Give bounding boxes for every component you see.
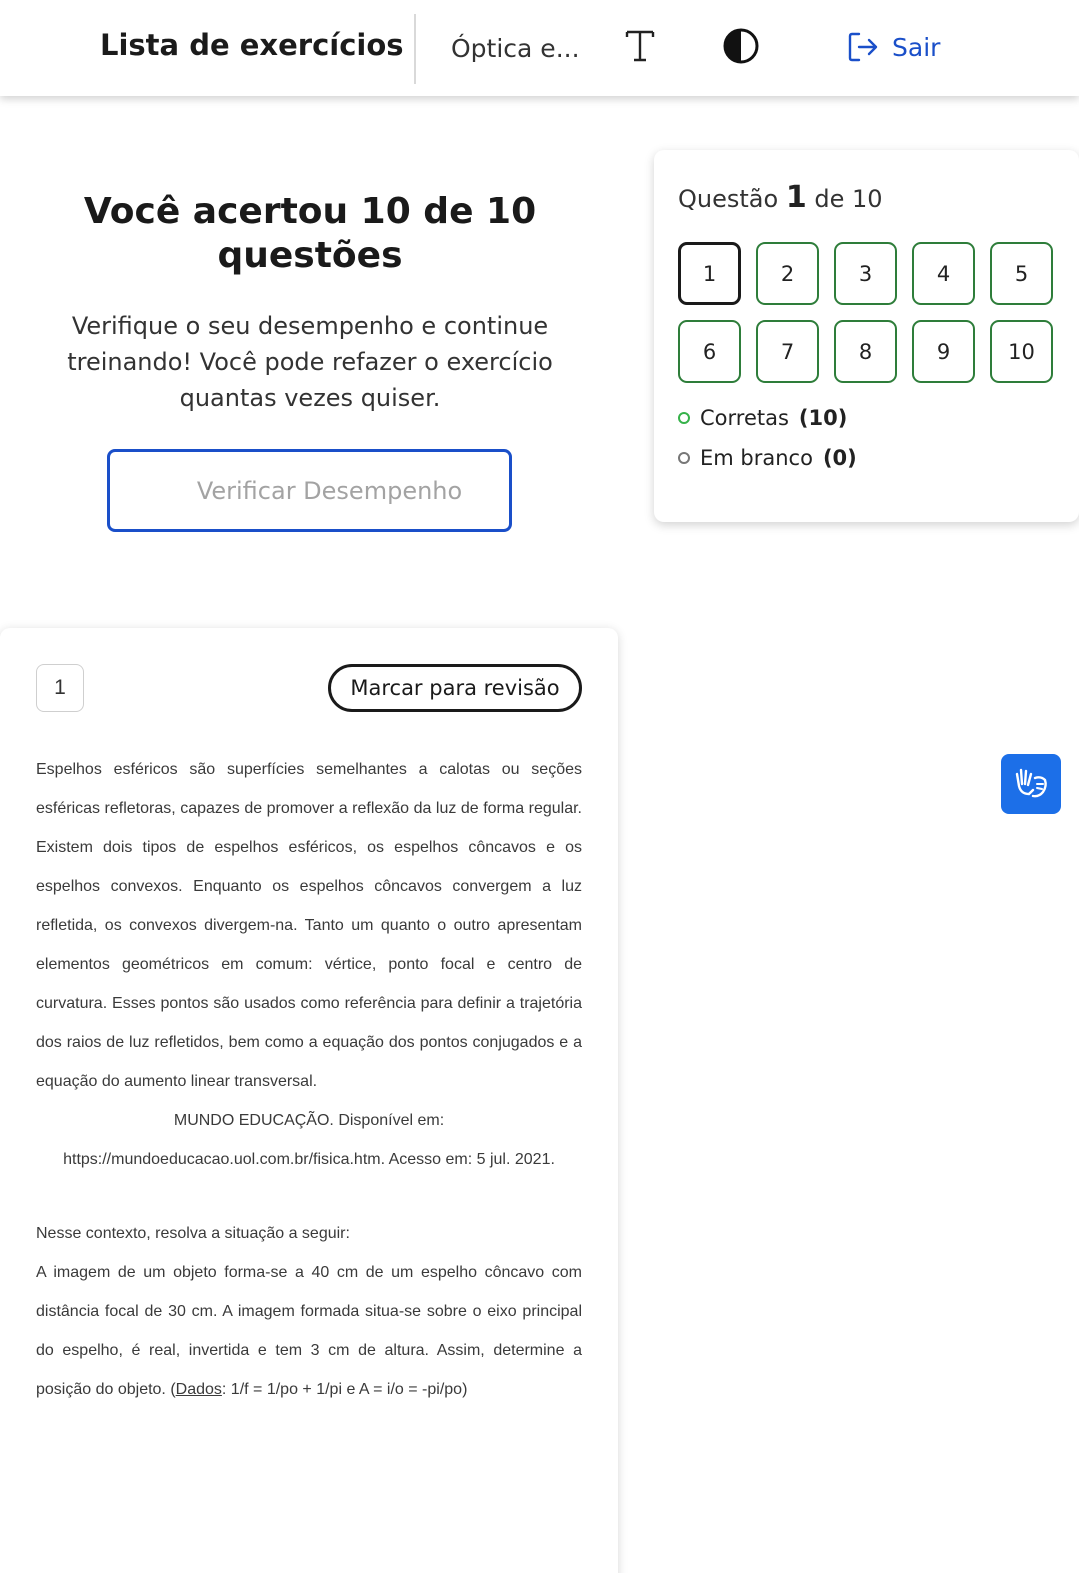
question-button-10[interactable]: 10 [990,320,1053,383]
result-summary [40,190,580,416]
question-grid [678,242,1053,383]
question-button-6[interactable]: 6 [678,320,741,383]
question-context: Nesse contexto, resolva a situação a seguir: [36,1225,350,1242]
question-number-badge: 1 [36,664,84,712]
top-header [0,0,1079,96]
question-button-3[interactable]: 3 [834,242,897,305]
exit-label: Sair [892,32,941,62]
verify-performance-button[interactable]: Verificar Desempenho [107,449,512,532]
sign-language-button[interactable] [1001,754,1061,814]
question-text [36,750,582,1409]
question-button-2[interactable]: 2 [756,242,819,305]
blank-dot-icon [678,452,690,464]
mark-for-review-button[interactable]: Marcar para revisão [328,664,582,712]
correct-dot-icon [678,412,690,424]
question-button-5[interactable]: 5 [990,242,1053,305]
exit-button[interactable] [846,30,940,64]
correct-label: Corretas [700,406,789,430]
legend-blank [678,446,857,470]
question-button-1[interactable]: 1 [678,242,741,305]
page-title: Lista de exercícios [100,28,404,62]
exit-icon [846,30,880,64]
current-question-number: 1 [785,180,807,215]
question-button-7[interactable]: 7 [756,320,819,383]
data-label: Dados [175,1381,222,1398]
legend-correct [678,406,847,430]
question-counter [678,180,883,215]
question-statement [36,1253,582,1409]
blank-count: (0) [822,446,857,470]
source-line-2: https://mundoeducacao.uol.com.br/fisica.htm. Acesso em: 5 jul. 2021. [63,1151,555,1168]
question-button-9[interactable]: 9 [912,320,975,383]
question-total: de 10 [814,185,883,213]
subject-title: Óptica e... [451,34,580,63]
formula-text: : 1/f = 1/po + 1/pi e A = i/o = -pi/po) [221,1381,468,1398]
contrast-icon[interactable] [722,27,760,65]
question-button-4[interactable]: 4 [912,242,975,305]
blank-label: Em branco [700,446,813,470]
question-button-8[interactable]: 8 [834,320,897,383]
sign-language-icon [1011,764,1051,804]
header-divider [414,14,416,84]
question-card [0,628,618,1573]
question-prefix: Questão [678,185,779,213]
correct-count: (10) [798,406,848,430]
text-size-icon[interactable] [624,28,656,64]
question-navigator [654,150,1079,522]
source-line-1: MUNDO EDUCAÇÃO. Disponível em: [173,1112,445,1129]
question-paragraph: Espelhos esféricos são superfícies semelhantes a calotas ou seções esféricas refletoras, capazes de promover a reflexão da luz de forma regular. Existem dois tipos de espelhos esféricos, os espelhos côncavos e os espelhos convexos. Enquanto os espelhos côncavos convergem a luz refletida, os convexos divergem-na. Tanto um quanto o outro apresentam elementos geométricos em comum: vértice, ponto focal e centro de curvatura. Esses pontos são usados como referência para definir a trajetória dos raios de luz refletidos, bem como a equação dos pontos conjugados e a equação do aumento linear transversal. [36,761,582,1090]
statement-text: A imagem de um objeto forma-se a 40 cm de um espelho côncavo com distância focal de 30 cm. A imagem formada situa-se sobre o eixo principal do espelho, é real, invertida e tem 3 cm de altura. Assim, determine a posição do objeto. ( [36,1264,582,1398]
result-heading: Você acertou 10 de 10 questões [83,191,537,276]
result-description: Verifique o seu desempenho e continue treinando! Você pode refazer o exercício quantas vezes quiser. [67,312,553,412]
